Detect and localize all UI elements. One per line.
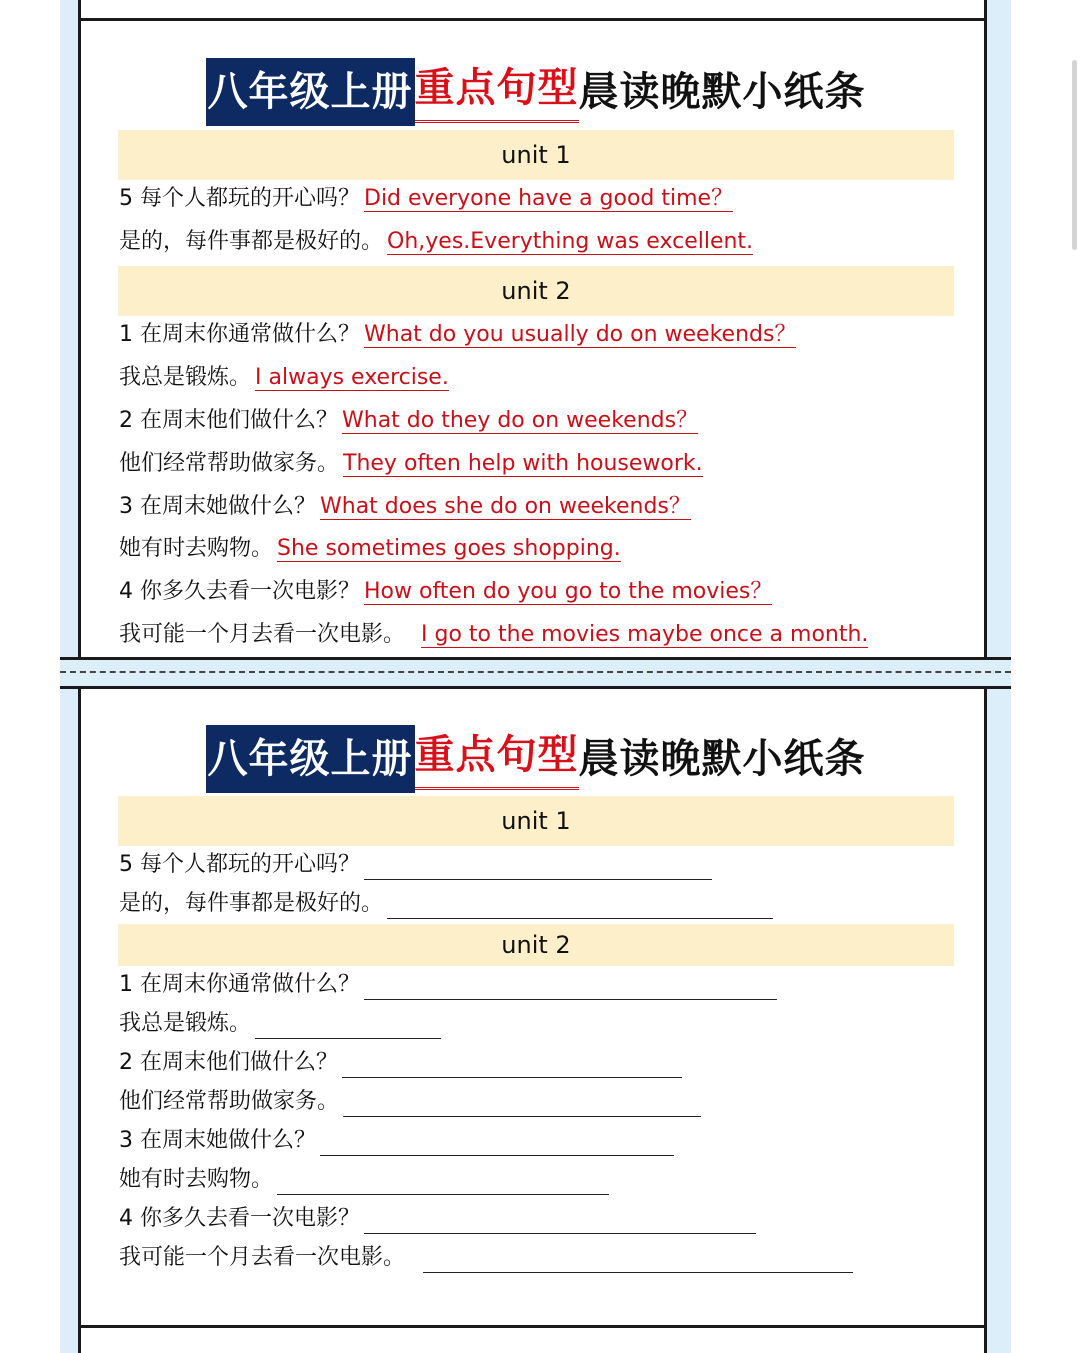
list-item: 2 在周末他们做什么？ <box>119 1048 682 1078</box>
title-grade: 八年级上册 <box>206 725 415 793</box>
answer-text: What does she do on weekends？ <box>320 494 691 519</box>
answer-text: She sometimes goes shopping. <box>277 536 621 561</box>
sheet-title <box>81 58 990 126</box>
title-key-sentences: 重点句型 <box>415 725 579 790</box>
list-item: 4 你多久去看一次电影？ <box>119 1204 756 1234</box>
answer-text: Did everyone have a good time？ <box>364 186 734 211</box>
sheet-title <box>81 725 990 793</box>
answer-blank[interactable] <box>343 1092 701 1117</box>
list-item: 他们经常帮助做家务。 <box>119 1087 701 1117</box>
list-item: 是的，每件事都是极好的。 <box>119 889 773 919</box>
list-item: 2 在周末他们做什么？ What do they do on weekends？ <box>119 408 699 433</box>
list-item: 4 你多久去看一次电影？ How often do you go to the movies？ <box>119 579 773 604</box>
sheet-bottom-border <box>78 1325 987 1328</box>
list-item: 3 在周末她做什么？ What does she do on weekends？ <box>119 494 691 519</box>
list-item: 她有时去购物。 She sometimes goes shopping. <box>119 536 621 561</box>
list-item: 3 在周末她做什么？ <box>119 1126 674 1156</box>
list-item: 我可能一个月去看一次电影。 I go to the movies maybe once a month. <box>119 622 869 647</box>
answer-sheet <box>78 0 987 658</box>
answer-blank[interactable] <box>277 1170 609 1195</box>
practice-sheet <box>78 689 987 1353</box>
unit-1-header: unit 1 <box>118 130 954 180</box>
unit-2-header: unit 2 <box>118 924 954 966</box>
answer-text: What do you usually do on weekends？ <box>364 322 797 347</box>
answer-text: I go to the movies maybe once a month. <box>421 622 869 647</box>
answer-blank[interactable] <box>255 1014 441 1039</box>
title-note: 晨读晚默小纸条 <box>578 69 866 115</box>
cut-line-divider <box>60 657 1011 689</box>
answer-blank[interactable] <box>364 1209 756 1234</box>
list-item: 1 在周末你通常做什么？ <box>119 970 777 1000</box>
list-item: 她有时去购物。 <box>119 1165 609 1195</box>
sheet-top-border <box>78 18 987 21</box>
unit-1-header: unit 1 <box>118 796 954 846</box>
dashed-cut-line <box>60 671 1011 673</box>
list-item: 我总是锻炼。 <box>119 1009 441 1039</box>
answer-blank[interactable] <box>364 855 712 880</box>
answer-blank[interactable] <box>364 975 777 1000</box>
answer-text: They often help with housework. <box>343 451 703 476</box>
title-note: 晨读晚默小纸条 <box>578 736 866 782</box>
answer-text: How often do you go to the movies？ <box>364 579 773 604</box>
answer-text: Oh,yes.Everything was excellent. <box>387 229 754 254</box>
answer-blank[interactable] <box>342 1053 682 1078</box>
answer-blank[interactable] <box>423 1248 853 1273</box>
title-key-sentences: 重点句型 <box>415 58 579 123</box>
title-grade: 八年级上册 <box>206 58 415 126</box>
list-item: 是的，每件事都是极好的。 Oh,yes.Everything was excellent. <box>119 229 754 254</box>
answer-blank[interactable] <box>320 1131 674 1156</box>
list-item: 我可能一个月去看一次电影。 <box>119 1243 853 1273</box>
answer-blank[interactable] <box>387 894 773 919</box>
unit-2-header: unit 2 <box>118 266 954 316</box>
list-item: 他们经常帮助做家务。 They often help with housework. <box>119 451 703 476</box>
list-item: 1 在周末你通常做什么？ What do you usually do on weekends？ <box>119 322 797 347</box>
list-item: 我总是锻炼。 I always exercise. <box>119 365 449 390</box>
scrollbar[interactable] <box>1072 60 1077 250</box>
answer-text: I always exercise. <box>255 365 449 390</box>
list-item: 5 每个人都玩的开心吗？ <box>119 850 712 880</box>
answer-text: What do they do on weekends？ <box>342 408 699 433</box>
list-item: 5 每个人都玩的开心吗？ Did everyone have a good time？ <box>119 186 734 211</box>
